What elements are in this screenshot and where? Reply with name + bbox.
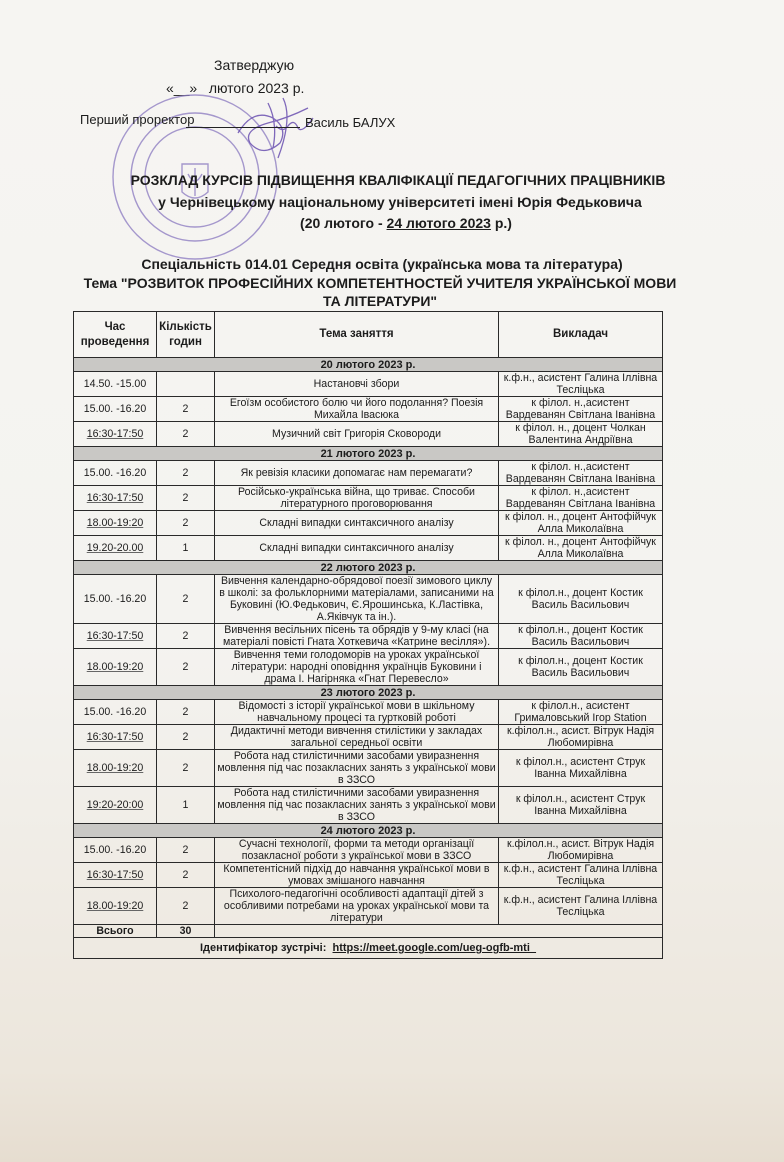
session-teacher: к.філол.н., асист. Вітрук Надія Любомирівна (499, 725, 663, 750)
prorector-name: Василь БАЛУХ (305, 115, 396, 130)
session-time-text: 16:30-17:50 (86, 630, 144, 642)
document-subtitle: у Чернівецькому національному університеті імені Юрія Федьковича (158, 194, 642, 210)
session-hours: 2 (157, 863, 215, 888)
schedule-row (74, 624, 663, 649)
session-teacher: к філол. н., доцент Чолкан Валентина Андріївна (499, 422, 663, 447)
session-hours: 2 (157, 461, 215, 486)
session-time: 14.50. -15.00 (74, 372, 157, 397)
session-time (74, 750, 157, 787)
course-period (14, 215, 784, 231)
column-header-time: Час проведення (74, 312, 157, 358)
session-time-text: 16:30-17:50 (86, 428, 144, 440)
date-label: 23 лютого 2023 р. (74, 686, 663, 700)
session-teacher: к філол. н.,асистент Вардеванян Світлана Іванівна (499, 486, 663, 511)
date-label: 21 лютого 2023 р. (74, 447, 663, 461)
session-topic: Дидактичні методи вивчення стилістики у закладах загальної середньої освіти (215, 725, 499, 750)
session-time-text: 19:20-20:00 (86, 799, 144, 811)
meeting-label: Ідентифікатор зустрічі: (199, 942, 327, 954)
date-row (74, 561, 663, 575)
session-time-text: 16:30-17:50 (86, 731, 144, 743)
session-hours (157, 372, 215, 397)
session-hours: 2 (157, 725, 215, 750)
session-time-text: 18.00-19:20 (86, 517, 144, 529)
date-label: 24 лютого 2023 р. (74, 824, 663, 838)
session-hours: 1 (157, 787, 215, 824)
session-hours: 2 (157, 624, 215, 649)
schedule-row (74, 725, 663, 750)
column-header-topic: Тема заняття (215, 312, 499, 358)
schedule-table (73, 311, 663, 959)
schedule-row (74, 372, 663, 397)
schedule-row (74, 838, 663, 863)
session-teacher: к філол. н.,асистент Вардеванян Світлана Іванівна (499, 461, 663, 486)
session-time: 15.00. -16.20 (74, 575, 157, 624)
session-time (74, 624, 157, 649)
schedule-row (74, 511, 663, 536)
session-topic: Робота над стилістичними засобами увиразнення мовлення під час позакласних занять з української мови в ЗЗСО (215, 750, 499, 787)
session-time: 15.00. -16.20 (74, 461, 157, 486)
session-hours: 2 (157, 422, 215, 447)
course-topic-line1: Тема "РОЗВИТОК ПРОФЕСІЙНИХ КОМПЕТЕНТНОСТЕЙ УЧИТЕЛЯ УКРАЇНСЬКОЇ МОВИ (83, 275, 677, 291)
total-row (74, 925, 663, 938)
session-time (74, 863, 157, 888)
schedule-row (74, 397, 663, 422)
column-header-teacher: Викладач (499, 312, 663, 358)
session-time: 15.00. -16.20 (74, 397, 157, 422)
session-topic: Музичний світ Григорія Сковороди (215, 422, 499, 447)
date-label: 22 лютого 2023 р. (74, 561, 663, 575)
session-time (74, 725, 157, 750)
meeting-link[interactable]: https://meet.google.com/ueg-ogfb-mti_ (332, 942, 537, 954)
session-time (74, 511, 157, 536)
session-hours: 2 (157, 575, 215, 624)
session-time (74, 787, 157, 824)
session-teacher: к філол. н., доцент Антофійчук Алла Миколаївна (499, 511, 663, 536)
session-time (74, 422, 157, 447)
schedule-row (74, 787, 663, 824)
session-teacher: к.ф.н., асистент Галина Іллівна Тесліцька (499, 372, 663, 397)
specialty: Спеціальність 014.01 Середня освіта (українська мова та література) (141, 256, 623, 272)
session-time-text: 16:30-17:50 (86, 492, 144, 504)
session-teacher: к філол.н., асистент Струк Іванна Михайлівна (499, 787, 663, 824)
session-time-text: 18.00-19:20 (86, 762, 144, 774)
period-end: 24 лютого 2023 (386, 215, 491, 231)
session-topic: Психолого-педагогічні особливості адаптації дітей з особливими потребами на уроках української мови та літератури (215, 888, 499, 925)
schedule-row (74, 575, 663, 624)
total-empty-cell (215, 925, 663, 938)
document-title: РОЗКЛАД КУРСІВ ПІДВИЩЕННЯ КВАЛІФІКАЦІЇ ПЕДАГОГІЧНИХ ПРАЦІВНИКІВ (130, 172, 666, 188)
period-start: (20 лютого - (300, 215, 387, 231)
session-teacher: к.ф.н., асистент Галина Іллівна Тесліцька (499, 888, 663, 925)
schedule-row (74, 863, 663, 888)
period-suffix: р.) (490, 215, 512, 231)
session-topic: Вивчення календарно-обрядової поезії зимового циклу в школі: за фольклорними матеріалами, записаними на Буковині (Ю.Федькович, Є.Ярошинська, К.Ластівка, А.Яківчук та ін.). (215, 575, 499, 624)
session-time: 15.00. -16.20 (74, 838, 157, 863)
date-row (74, 447, 663, 461)
schedule-row (74, 700, 663, 725)
session-topic: Складні випадки синтаксичного аналізу (215, 536, 499, 561)
session-topic: Вивчення весільних пісень та обрядів у 9-му класі (на матеріалі повісті Гната Хоткевича «Катрине весілля»). (215, 624, 499, 649)
session-topic: Як ревізія класики допомагає нам перемагати? (215, 461, 499, 486)
schedule-row (74, 486, 663, 511)
session-time-text: 18.00-19:20 (86, 661, 144, 673)
session-hours: 2 (157, 750, 215, 787)
session-topic: Компетентісний підхід до навчання української мови в умовах змішаного навчання (215, 863, 499, 888)
session-hours: 2 (157, 888, 215, 925)
session-teacher: к філол.н., доцент Костик Василь Васильович (499, 575, 663, 624)
session-topic: Робота над стилістичними засобами увиразнення мовлення під час позакласних занять з української мови в ЗЗСО (215, 787, 499, 824)
session-topic: Вивчення теми голодоморів на уроках української літератури: народні оповідння українців Буковини і драма І. Нагірняка «Гнат Перевесло» (215, 649, 499, 686)
session-hours: 2 (157, 838, 215, 863)
session-time (74, 536, 157, 561)
meeting-row (74, 938, 663, 959)
date-label: 20 лютого 2023 р. (74, 358, 663, 372)
session-time-text: 19.20-20.00 (86, 542, 144, 554)
approve-date: «__» лютого 2023 р. (166, 80, 305, 96)
course-topic-line2: ТА ЛІТЕРАТУРИ" (322, 293, 438, 309)
signature-line (186, 127, 300, 128)
session-time-text: 18.00-19:20 (86, 900, 144, 912)
session-teacher: к філол.н., асистент Струк Іванна Михайлівна (499, 750, 663, 787)
session-teacher: к філол.н., асистент Грималовський Ігор Station (499, 700, 663, 725)
date-row (74, 358, 663, 372)
session-topic: Сучасні технології, форми та методи організації позакласної роботи з української мови в ЗЗСО (215, 838, 499, 863)
date-row (74, 686, 663, 700)
session-topic: Настановчі збори (215, 372, 499, 397)
total-hours: 30 (157, 925, 215, 938)
session-time: 15.00. -16.20 (74, 700, 157, 725)
session-teacher: к філол. н., доцент Антофійчук Алла Миколаївна (499, 536, 663, 561)
session-hours: 2 (157, 511, 215, 536)
session-topic: Відомості з історії української мови в шкільному навчальному процесі та гуртковій роботі (215, 700, 499, 725)
column-header-hours: Кількість годин (157, 312, 215, 358)
session-hours: 2 (157, 486, 215, 511)
session-teacher: к філол.н., доцент Костик Василь Васильович (499, 624, 663, 649)
session-teacher: к філол.н., доцент Костик Василь Васильович (499, 649, 663, 686)
session-topic: Російсько-українська війна, що триває. Способи літературного проговорювання (215, 486, 499, 511)
schedule-row (74, 536, 663, 561)
prorector-label: Перший проректор (80, 112, 195, 127)
schedule-body (74, 358, 663, 925)
session-teacher: к.ф.н., асистент Галина Іллівна Тесліцька (499, 863, 663, 888)
session-teacher: к.філол.н., асист. Вітрук Надія Любомирівна (499, 838, 663, 863)
schedule-row (74, 888, 663, 925)
schedule-row (74, 649, 663, 686)
session-hours: 2 (157, 397, 215, 422)
session-hours: 1 (157, 536, 215, 561)
session-time (74, 486, 157, 511)
table-header-row (74, 312, 663, 358)
session-teacher: к філол. н.,асистент Вардеванян Світлана Іванівна (499, 397, 663, 422)
session-time (74, 888, 157, 925)
session-hours: 2 (157, 649, 215, 686)
schedule-row (74, 750, 663, 787)
approve-word: Затверджую (214, 57, 295, 73)
meeting-cell (74, 938, 663, 959)
schedule-row (74, 461, 663, 486)
session-topic: Егоїзм особистого болю чи його подолання? Поезія Михайла Івасюка (215, 397, 499, 422)
date-row (74, 824, 663, 838)
session-hours: 2 (157, 700, 215, 725)
schedule-row (74, 422, 663, 447)
session-time (74, 649, 157, 686)
session-topic: Складні випадки синтаксичного аналізу (215, 511, 499, 536)
total-label: Всього (74, 925, 157, 938)
session-time-text: 16:30-17:50 (86, 869, 144, 881)
